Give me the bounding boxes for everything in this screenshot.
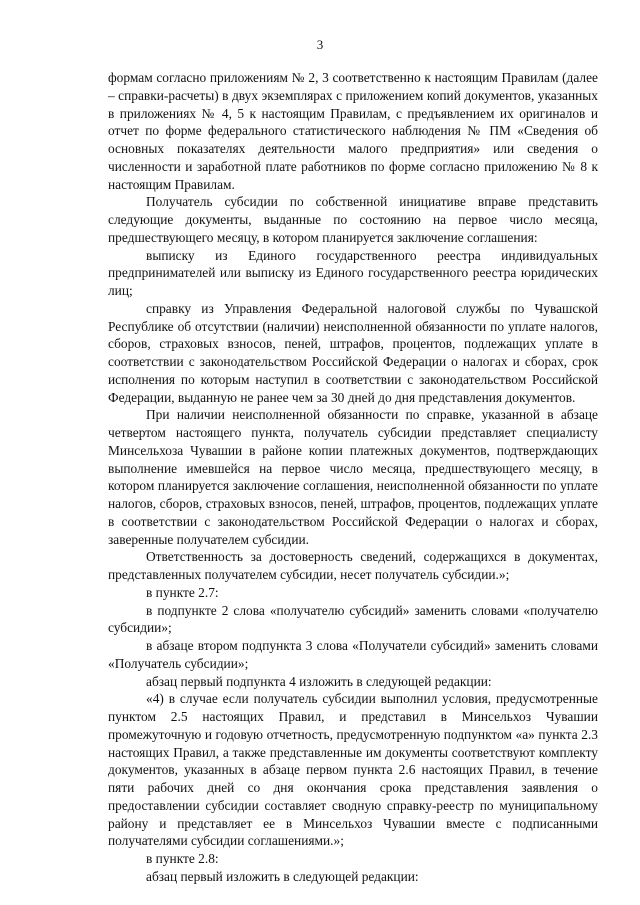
paragraph-11: «4) в случае если получатель субсидии выполнил условия, предусмотренные пунктом 2.5 настоящих Правил, и представил в Минсельхоз Чувашии промежуточную и годовую отчетность, предусмотренную подпунктом «а» пункта 2.3 настоящих Правил, а также представленные им документы соответствуют комплекту документов, указанных в абзаце первом пункта 2.6 настоящих Правил, в течение пяти рабочих дней со дня окончания срока представления заявления о предоставлении субсидии составляет сводную справку-реестр по муниципальному району и представляет ее в Минсельхоз Чувашии вместе с подписанными получателями субсидии соглашениями.»; xyxy=(108,691,598,849)
paragraph-9: в абзаце втором подпункта 3 слова «Получатели субсидий» заменить словами «Получатель субсидии»; xyxy=(108,638,598,671)
paragraph-7: в пункте 2.7: xyxy=(146,584,219,600)
paragraph-10: абзац первый подпункта 4 изложить в следующей редакции: xyxy=(146,673,492,689)
paragraph-1: формам согласно приложениям № 2, 3 соответственно к настоящим Правилам (далее – справки-расчеты) в двух экземплярах с приложением копий документов, указанных в приложениях № 4, 5 к настоящим Правилам, с предъявлением их оригиналов и отчет по форме федерального статистического наблюдения № ПМ «Сведения об основных показателях деятельности малого предприятия» или сведения о численности и заработной плате работников по форме согласно приложению № 8 к настоящим Правилам. xyxy=(108,70,598,192)
paragraph-13: абзац первый изложить в следующей редакции: xyxy=(146,868,419,884)
paragraph-8: в подпункте 2 слова «получателю субсидий» заменить словами «получателю субсидии»; xyxy=(108,602,598,636)
document-body xyxy=(108,69,598,886)
paragraph-5: При наличии неисполненной обязанности по справке, указанной в абзаце четвертом настоящего пункта, получатель субсидии представляет специалисту Минсельхоза Чувашии в районе копии платежных документов, подтверждающих выполнение имевшейся на первое число месяца, предшествующего месяцу, в котором планируется заключение соглашения, неисполненной обязанности по уплате налогов, сборов, страховых взносов, пеней, штрафов, процентов, подлежащих уплате в соответствии с законодательством Российской Федерации о налогах и сборах, заверенные получателем субсидии. xyxy=(108,407,598,547)
paragraph-6: Ответственность за достоверность сведений, содержащихся в документах, представленных получателем субсидии, несет получатель субсидии.»; xyxy=(108,549,598,582)
paragraph-2: Получатель субсидии по собственной инициативе вправе представить следующие документы, выданные по состоянию на первое число месяца, предшествующего месяцу, в котором планируется заключение соглашения: xyxy=(108,194,598,245)
paragraph-12: в пункте 2.8: xyxy=(146,851,219,866)
page-number: 3 xyxy=(316,37,324,52)
paragraph-4: справку из Управления Федеральной налоговой службы по Чувашской Республике об отсутствии (наличии) неисполненной обязанности по уплате налогов, сборов, страховых взносов, пеней, штрафов, процентов, подлежащих уплате в соответствии с законодательством Российской Федерации о налогах и сборах, срок исполнения по которым наступил в соответствии с законодательством Российской Федерации, выданную не ранее чем за 30 дней до дня представления документов. xyxy=(108,300,598,405)
paragraph-3: выписку из Единого государственного реестра индивидуальных предпринимателей или выписку из Единого государственного реестра юридических лиц; xyxy=(108,247,598,298)
